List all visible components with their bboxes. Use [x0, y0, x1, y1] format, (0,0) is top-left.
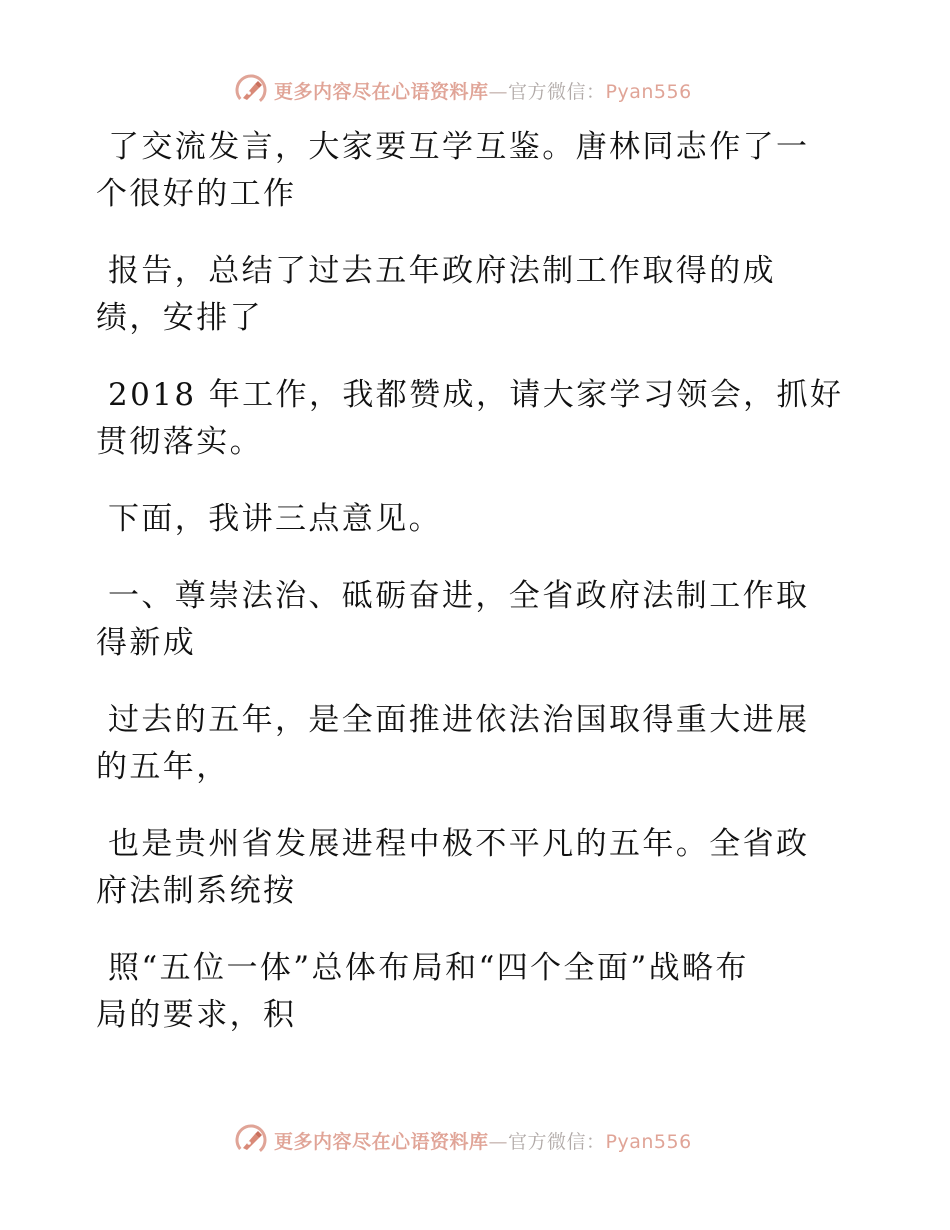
- document-body: [96, 124, 856, 1069]
- paragraph: [96, 248, 856, 342]
- paragraph-line: 了交流发言，大家要互学互鉴。唐林同志作了一: [108, 129, 810, 165]
- watermark-text: [274, 1127, 692, 1154]
- paragraph: [96, 821, 856, 915]
- paragraph-line: 也是贵州省发展进程中极不平凡的五年。全省政: [108, 826, 810, 862]
- watermark-wechat-id: Pyan556: [605, 1130, 692, 1153]
- pen-nib-logo-icon: [234, 1123, 268, 1157]
- paragraph-line: 得新成: [96, 625, 197, 661]
- paragraph-line: 2018 年工作，我都赞成，请大家学习领会，抓好: [108, 377, 844, 413]
- paragraph-line: 报告，总结了过去五年政府法制工作取得的成: [108, 253, 776, 289]
- paragraph-line: 下面，我讲三点意见。: [108, 501, 442, 537]
- paragraph-line: 过去的五年，是全面推进依法治国取得重大进展: [108, 702, 810, 738]
- paragraph: [96, 124, 856, 218]
- paragraph-line: 个很好的工作: [96, 176, 297, 212]
- paragraph-line: 贯彻落实。: [96, 424, 263, 460]
- header-watermark: [234, 72, 692, 108]
- paragraph-line: 局的要求，积: [96, 997, 297, 1033]
- footer-watermark: [234, 1122, 692, 1158]
- watermark-side-text: 官方微信：: [508, 1130, 606, 1153]
- paragraph-line: 照“五位一体”总体布局和“四个全面”战略布: [108, 950, 749, 986]
- watermark-wechat-id: Pyan556: [605, 80, 692, 103]
- paragraph: [96, 697, 856, 791]
- watermark-separator: —: [488, 80, 509, 103]
- paragraph: [96, 945, 856, 1039]
- watermark-main-text: 更多内容尽在心语资料库: [274, 1130, 489, 1153]
- watermark-side-text: 官方微信：: [508, 80, 606, 103]
- watermark-separator: —: [488, 1130, 509, 1153]
- paragraph-line: 府法制系统按: [96, 873, 297, 909]
- paragraph-line: 的五年，: [96, 749, 230, 785]
- watermark-main-text: 更多内容尽在心语资料库: [274, 80, 489, 103]
- paragraph: [96, 496, 856, 543]
- watermark-text: [274, 77, 692, 104]
- paragraph-line: 绩，安排了: [96, 300, 263, 336]
- paragraph: [96, 573, 856, 667]
- paragraph: [96, 372, 856, 466]
- paragraph-line: 一、尊崇法治、砥砺奋进，全省政府法制工作取: [108, 578, 810, 614]
- pen-nib-logo-icon: [234, 73, 268, 107]
